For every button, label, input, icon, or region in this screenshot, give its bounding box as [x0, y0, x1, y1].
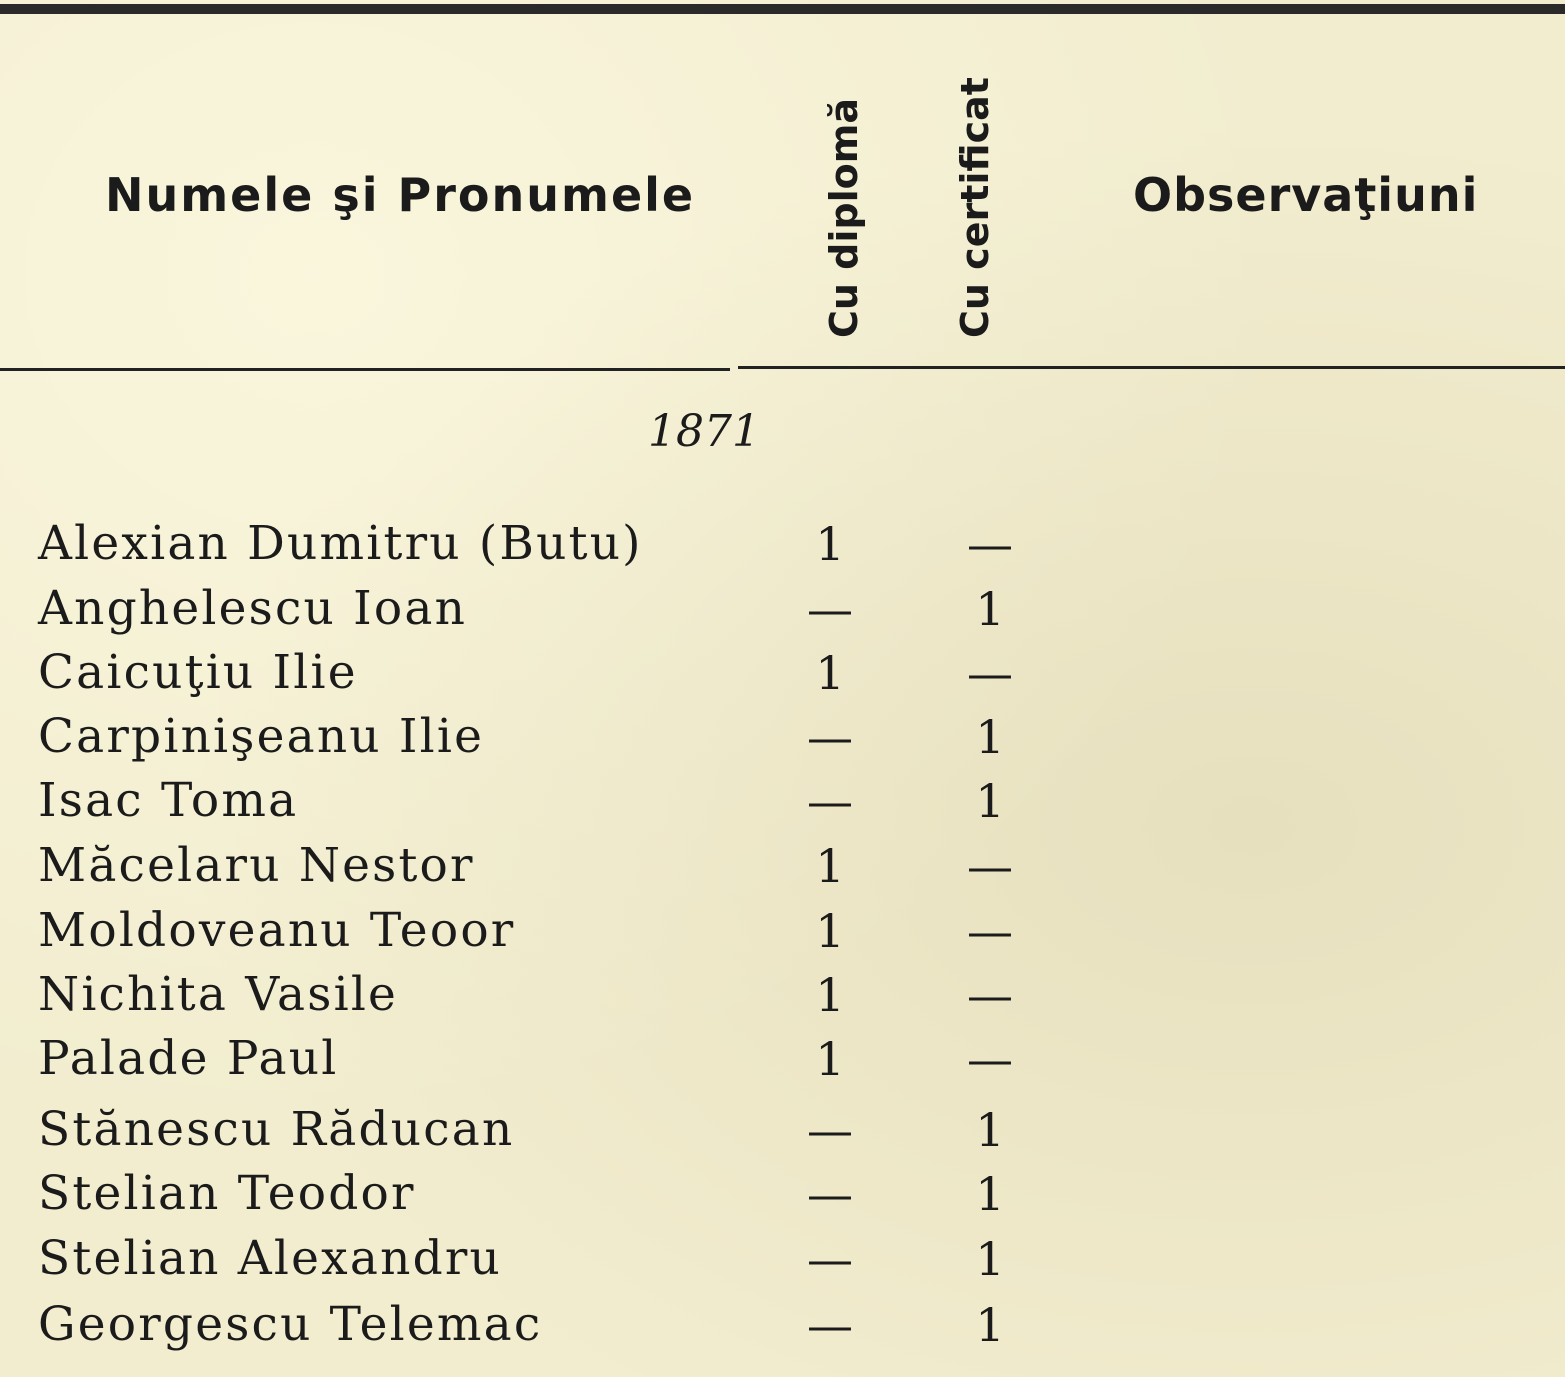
diploma-value: —	[807, 1167, 853, 1221]
diploma-value: 1	[815, 968, 845, 1022]
diploma-value: —	[807, 710, 853, 764]
table-row	[0, 577, 1565, 641]
certificate-value: —	[967, 839, 1013, 893]
certificate-value: 1	[975, 582, 1005, 636]
diploma-value: —	[807, 582, 853, 636]
column-header-observations: Observaţiuni	[1133, 168, 1479, 222]
diploma-value: 1	[815, 1032, 845, 1086]
table-row	[0, 1227, 1565, 1291]
diploma-value: —	[807, 1232, 853, 1286]
table-row	[0, 834, 1565, 898]
diploma-value: —	[807, 1103, 853, 1157]
table-row	[0, 1293, 1565, 1357]
certificate-value: 1	[975, 1167, 1005, 1221]
person-name: Alexian Dumitru (Butu)	[38, 516, 643, 571]
certificate-value: —	[967, 904, 1013, 958]
diploma-value: 1	[815, 904, 845, 958]
diploma-value: 1	[815, 646, 845, 700]
table-row	[0, 705, 1565, 769]
certificate-value: —	[967, 646, 1013, 700]
table-row	[0, 769, 1565, 833]
diploma-value: 1	[815, 839, 845, 893]
person-name: Isac Toma	[38, 773, 299, 828]
table-row	[0, 1098, 1565, 1162]
table-row	[0, 899, 1565, 963]
person-name: Nichita Vasile	[38, 967, 399, 1022]
table-row	[0, 512, 1565, 576]
person-name: Palade Paul	[38, 1031, 339, 1086]
person-name: Anghelescu Ioan	[38, 581, 468, 636]
person-name: Georgescu Telemac	[38, 1297, 543, 1352]
person-name: Moldoveanu Teoor	[38, 903, 516, 958]
certificate-value: 1	[975, 1298, 1005, 1352]
column-header-name: Numele şi Pronumele	[105, 168, 696, 222]
person-name: Carpinişeanu Ilie	[38, 709, 485, 764]
table-row	[0, 963, 1565, 1027]
header-divider	[0, 368, 730, 371]
table-row	[0, 1027, 1565, 1091]
column-header-certificate: Cu certificat	[953, 77, 997, 338]
diploma-value: —	[807, 1298, 853, 1352]
person-name: Stelian Teodor	[38, 1166, 416, 1221]
header-divider	[738, 366, 1565, 369]
diploma-value: —	[807, 774, 853, 828]
certificate-value: —	[967, 517, 1013, 571]
certificate-value: —	[967, 968, 1013, 1022]
certificate-value: 1	[975, 1232, 1005, 1286]
certificate-value: 1	[975, 710, 1005, 764]
person-name: Stelian Alexandru	[38, 1231, 503, 1286]
column-header-diploma: Cu diplomă	[822, 98, 866, 338]
person-name: Caicuţiu Ilie	[38, 645, 358, 700]
person-name: Măcelaru Nestor	[38, 838, 475, 893]
top-rule	[0, 4, 1565, 14]
certificate-value: 1	[975, 774, 1005, 828]
person-name: Stănescu Răducan	[38, 1102, 515, 1157]
year-heading: 1871	[648, 406, 760, 457]
diploma-value: 1	[815, 517, 845, 571]
certificate-value: 1	[975, 1103, 1005, 1157]
table-row	[0, 641, 1565, 705]
table-row	[0, 1162, 1565, 1226]
certificate-value: —	[967, 1032, 1013, 1086]
